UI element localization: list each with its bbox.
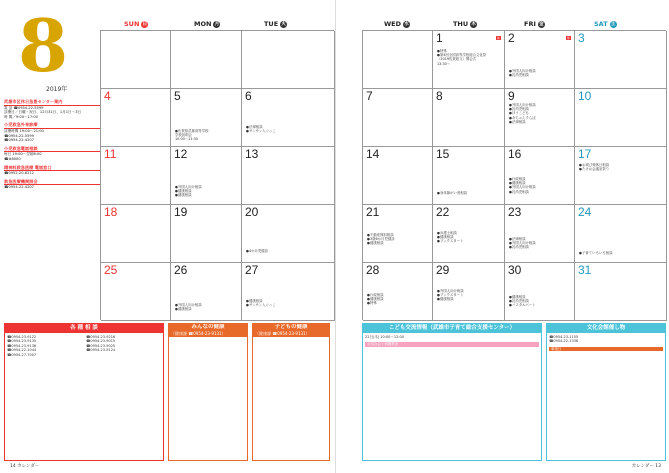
day-cell-28[interactable]: 28 ●行政相談 ●健康相談 ●特殊: [363, 263, 433, 321]
day-cell-18[interactable]: 18: [101, 205, 171, 263]
day-cell-15[interactable]: 15 ●身体障がい者相談: [433, 147, 505, 205]
childcare-box: こども交流情報（武雄市子育て総合支援センター） 22日(木) 10:00〜12:00 元気な会 / 宿題教室: [362, 323, 542, 461]
day-cell-1[interactable]: 1 休 ●特殊 ●第4回全国高等学校総合文化祭 （2019佐賀総文）開会式 13:30〜: [433, 31, 505, 89]
day-cell-31[interactable]: 31: [575, 263, 667, 321]
day-cell-10[interactable]: 10: [575, 89, 667, 147]
month-number: 8: [18, 3, 69, 88]
day-cell-24[interactable]: 24 ●子育ていろいろ相談: [575, 205, 667, 263]
child-health-box: 子どもの健康 （健康課 ☎0954-23-9131）: [252, 323, 330, 461]
day-header-mon: MON 月: [194, 20, 220, 28]
day-cell-23[interactable]: 23 ●法律相談 ●外国人向け相談 ●乳幼児相談: [505, 205, 575, 263]
day-cell-6[interactable]: 6 ●法律相談 ●サンサン入ぐっこ: [242, 89, 335, 147]
day-cell-27[interactable]: 27 ●健康相談 ●サンサン入ぐっこ: [242, 263, 335, 321]
day-cell-13[interactable]: 13: [242, 147, 335, 205]
health-box: みんなの健康 （健康課 ☎0954-23-9131）: [168, 323, 248, 461]
calendar-grid-left: [100, 30, 334, 320]
calendar-grid-right: [362, 30, 666, 320]
day-cell-11[interactable]: 11: [101, 147, 171, 205]
day-cell-4[interactable]: 4: [101, 89, 171, 147]
day-cell-30[interactable]: 30 ●健康相談 ●乳幼児相談 ●バスタルパート: [505, 263, 575, 321]
day-cell-25[interactable]: 25: [101, 263, 171, 321]
day-cell-2[interactable]: 2 休 ●外国人向け相談 ●乳幼児相談: [505, 31, 575, 89]
day-cell-16[interactable]: 16 ●行政相談 ●健康相談 ●外国人向け相談 ●乳幼児相談: [505, 147, 575, 205]
day-cell-26[interactable]: 26 ●外国人向け相談 ●健康相談: [171, 263, 242, 321]
day-cell-21[interactable]: 21 ●不動産無料相談 ●3歳6か月児健診 ●健康相談: [363, 205, 433, 263]
consultation-box: 各 種 相 談 ☎0954-23-9122 ☎0954-23-9135 ☎0954-23-9136 ☎0954-22-1044 ☎0954-27-7007 ☎0954-23-9216 ☎0954-23-9015 ☎0954-23-9025 ☎0954-23-9124: [4, 323, 164, 461]
right-footer: カレンダー 13: [631, 464, 661, 469]
day-header-fri: FRI 金: [524, 20, 544, 28]
day-cell-12[interactable]: 12 ●外国人向け相談 ●健康相談 ●健康相談: [171, 147, 242, 205]
day-cell-17[interactable]: 17 ●お城び頻休日相談 ●たけお会議室祭り: [575, 147, 667, 205]
day-header-wed: WED 水: [384, 20, 409, 28]
emergency-sidebar: 武雄市区休日急患センター案内 電 話 ☎0954-22-5599 診療日／日曜・祝日、12月31日、1月1日〜3日 時 間／9:00〜17:00 小児救急外来診療 診療時間 19:00〜21:00 ☎0954-22-5599 ☎0954-22-4207 小児救急電話相談 毎日 19:00〜翌朝8:00 ☎#8000 精神科救急医療 電話窓口 ☎0952-20-8212 救急医療機関照会 ☎0954-22-4207: [4, 96, 100, 190]
day-header-sun: SUN 日: [124, 20, 148, 28]
left-page: [0, 0, 334, 473]
day-cell-20[interactable]: 20 ●4か月児健診: [242, 205, 335, 263]
day-cell-19[interactable]: 19: [171, 205, 242, 263]
left-footer: 14 カレンダー: [10, 464, 40, 469]
year-label: 2019年: [46, 86, 68, 93]
day-cell-7[interactable]: 7: [363, 89, 433, 147]
day-cell-14[interactable]: 14: [363, 147, 433, 205]
day-header-thu: THU 木: [453, 20, 476, 28]
day-cell-3[interactable]: 3: [575, 31, 667, 89]
day-cell-22[interactable]: 22 ●弁護士相談 ●健康相談 ●プックスタート: [433, 205, 505, 263]
day-cell-9[interactable]: 9 ●外国人向け相談 ●乳幼児相談 ●ほうこども ●あちゃんクらぼ ●法律相談: [505, 89, 575, 147]
day-cell-8[interactable]: 8: [433, 89, 505, 147]
day-cell-29[interactable]: 29 ●外国人向け相談 ●プックスタート ●健康相談: [433, 263, 505, 321]
culture-hall-box: 文化会館催し物 ☎0954-23-1155 ☎0954-22-1336 事業日: [546, 323, 666, 461]
right-page: [335, 0, 669, 473]
day-header-tue: TUE 火: [264, 20, 286, 28]
day-header-sat: SAT 土: [594, 20, 616, 28]
day-cell-5[interactable]: 5 ●佐賀県武雄高等学校 学校説明会 10:00〜11:30: [171, 89, 242, 147]
